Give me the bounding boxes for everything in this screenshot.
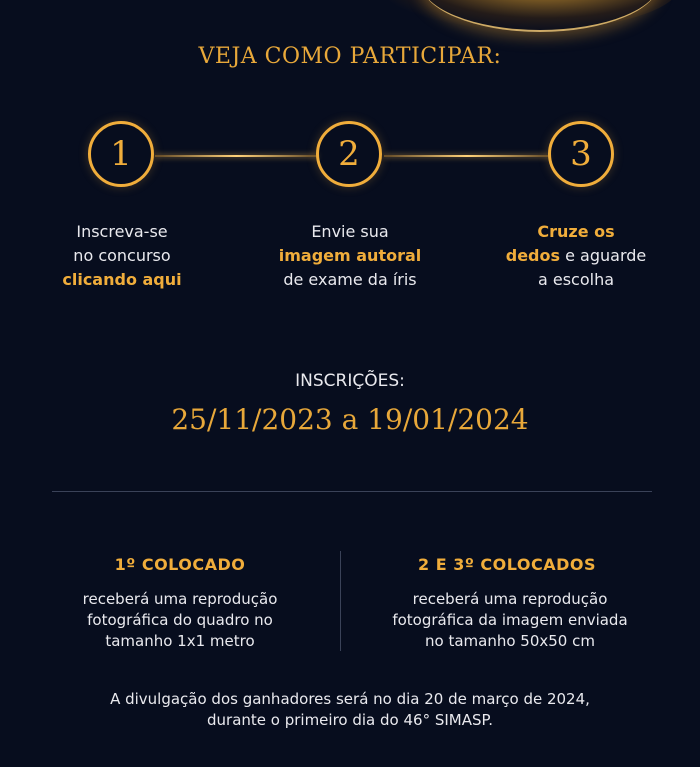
prize-1-line: receberá uma reprodução bbox=[82, 590, 278, 608]
step-3-highlight2: dedos bbox=[505, 246, 561, 265]
step-2-text bbox=[240, 220, 460, 292]
registration-label: INSCRIÇÕES: bbox=[295, 371, 405, 391]
step-1-text bbox=[12, 220, 232, 292]
prize-1-line: fotográfica do quadro no bbox=[87, 611, 273, 629]
prize-2-title: 2 E 3º COLOCADOS bbox=[417, 555, 597, 574]
step-1-line2: no concurso bbox=[73, 246, 171, 265]
step-3-line2 bbox=[466, 244, 686, 268]
step-1-line1: Inscreva-se bbox=[76, 222, 168, 241]
step-1-circle: 1 bbox=[88, 121, 154, 187]
step-2-line1: Envie sua bbox=[311, 222, 389, 241]
prize-2-line: fotográfica da imagem enviada bbox=[392, 611, 628, 629]
winners-announcement bbox=[0, 689, 700, 731]
prize-2-line: no tamanho 50x50 cm bbox=[425, 632, 595, 650]
step-2-line3: de exame da íris bbox=[283, 270, 417, 289]
prize-1-title: 1º COLOCADO bbox=[114, 555, 246, 574]
section-title: VEJA COMO PARTICIPAR: bbox=[198, 44, 502, 69]
horizontal-divider bbox=[52, 491, 652, 492]
step-connector-2 bbox=[384, 155, 550, 157]
registration-dates: 25/11/2023 a 19/01/2024 bbox=[171, 403, 529, 436]
step-2-highlight: imagem autoral bbox=[278, 246, 422, 265]
step-3-highlight1: Cruze os bbox=[537, 222, 615, 241]
step-3-circle: 3 bbox=[548, 121, 614, 187]
step-3-rest2: e aguarde bbox=[560, 246, 647, 265]
prize-2-description bbox=[360, 589, 660, 652]
prize-2-line: receberá uma reprodução bbox=[412, 590, 608, 608]
decorative-glow-ring bbox=[420, 0, 660, 32]
prize-1-description bbox=[30, 589, 330, 652]
prize-1-line: tamanho 1x1 metro bbox=[105, 632, 255, 650]
register-link[interactable]: clicando aqui bbox=[62, 270, 182, 289]
step-2-circle: 2 bbox=[316, 121, 382, 187]
step-3-text bbox=[466, 220, 686, 292]
step-connector-1 bbox=[155, 155, 318, 157]
announcement-line1: A divulgação dos ganhadores será no dia 20 de março de 2024, bbox=[110, 690, 590, 708]
step-3-line3: a escolha bbox=[537, 270, 615, 289]
announcement-line2: durante o primeiro dia do 46° SIMASP. bbox=[207, 711, 493, 729]
vertical-divider bbox=[340, 551, 341, 651]
